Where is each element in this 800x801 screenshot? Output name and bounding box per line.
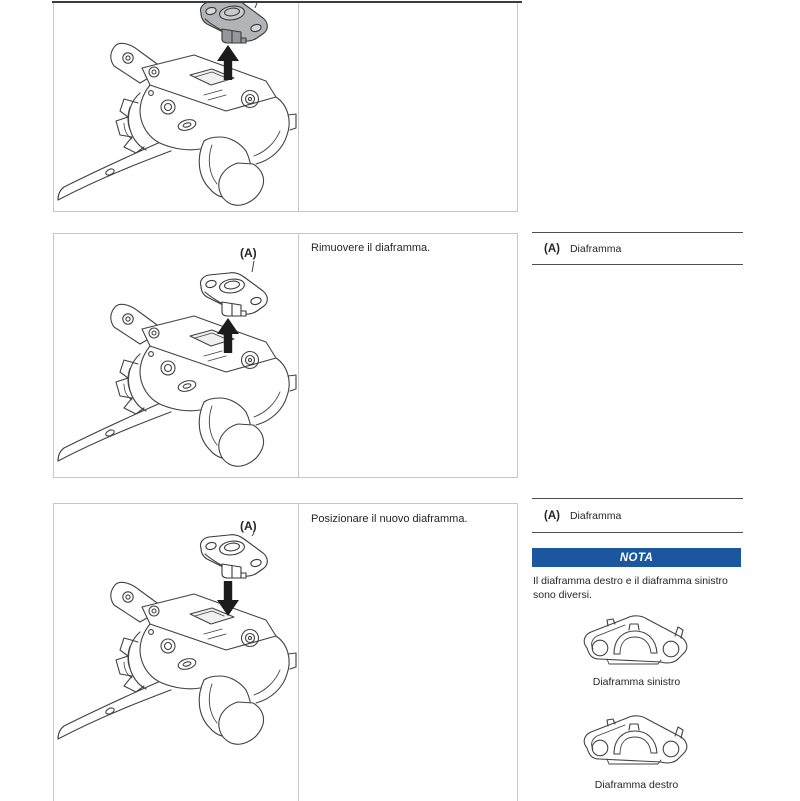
brake-lever-illustration-remove [54, 234, 298, 477]
diaframma-sinistro-caption: Diaframma sinistro [592, 676, 681, 688]
figure-cell-previous [54, 3, 299, 211]
callout-leader-line [252, 261, 254, 272]
nota-body-text: Il diaframma destro e il diaframma sinistro sono diversi. [533, 575, 728, 601]
nota-banner [532, 548, 741, 567]
instruction-cell-previous [299, 3, 517, 211]
diaphragm-plate-art [584, 616, 687, 664]
diaphragm-part [200, 535, 267, 578]
brake-lever-line-art [58, 582, 296, 744]
step-row-previous [53, 3, 518, 212]
brake-lever-illustration-install [54, 504, 298, 799]
diaphragm-part [200, 273, 267, 316]
figure-cell-remove [54, 234, 299, 477]
legend-key: (A) [544, 242, 560, 255]
step-row-install [53, 503, 518, 801]
diaframma-destro-figure [578, 711, 694, 769]
diaframma-destro-caption: Diaframma destro [594, 779, 679, 791]
legend-label: Diaframma [569, 242, 622, 255]
instruction-text-install: Posizionare il nuovo diaframma. [311, 513, 468, 525]
instruction-text-remove: Rimuovere il diaframma. [311, 242, 431, 254]
callout-leader-line [255, 3, 257, 8]
callout-label-A-install: (A) [240, 519, 257, 533]
diaphragm-right-illustration [578, 711, 694, 769]
callout-leader-line [252, 533, 254, 536]
diaphragm-part-gray [200, 3, 267, 43]
legend-key: (A) [544, 509, 560, 522]
brake-lever-line-art [58, 304, 296, 466]
legend-A-diaframma-remove [532, 232, 743, 265]
diaframma-sinistro-figure [578, 611, 694, 669]
brake-lever-illustration-previous [54, 3, 298, 211]
callout-label-A-remove: (A) [240, 246, 257, 260]
instruction-cell-remove [299, 234, 517, 477]
instruction-cell-install [299, 504, 517, 801]
diaphragm-left-illustration [578, 611, 694, 669]
legend-label: Diaframma [569, 509, 622, 522]
legend-A-diaframma-install [532, 498, 743, 533]
nota-title: NOTA [619, 551, 654, 564]
brake-lever-line-art [58, 43, 296, 205]
figure-cell-install [54, 504, 299, 801]
diaphragm-plate-art [584, 716, 687, 764]
step-row-remove [53, 233, 518, 478]
